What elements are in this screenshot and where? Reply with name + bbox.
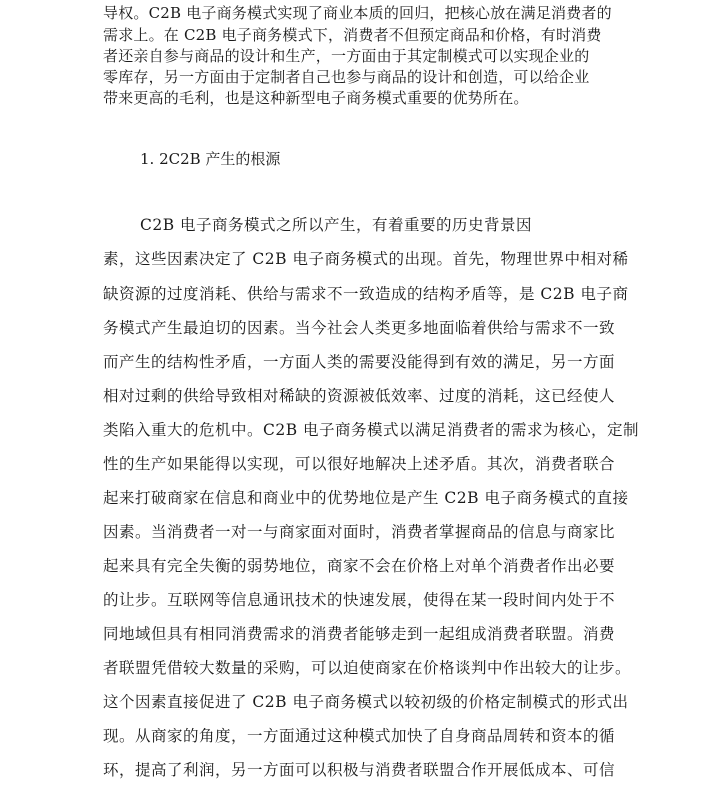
body-line: 相对过剩的供给导致相对稀缺的资源被低效率、过度的消耗，这已经使人 bbox=[103, 387, 616, 405]
body-line: C2B 电子商务模式之所以产生，有着重要的历史背景因 bbox=[140, 216, 533, 234]
body-line: 同地域但具有相同消费需求的消费者能够走到一起组成消费者联盟。消费 bbox=[103, 625, 616, 643]
section-heading: 1. 2C2B 产生的根源 bbox=[140, 150, 281, 168]
body-line: 而产生的结构性矛盾，一方面人类的需要没能得到有效的满足，另一方面 bbox=[103, 353, 616, 371]
body-line: 类陷入重大的危机中。C2B 电子商务模式以满足消费者的需求为核心，定制 bbox=[103, 421, 640, 439]
body-line: 者联盟凭借较大数量的采购，可以迫使商家在价格谈判中作出较大的让步。 bbox=[103, 659, 632, 677]
body-line: 因素。当消费者一对一与商家面对面时，消费者掌握商品的信息与商家比 bbox=[103, 523, 616, 541]
body-line: 起来具有完全失衡的弱势地位，商家不会在价格上对单个消费者作出必要 bbox=[103, 557, 616, 575]
body-line: 缺资源的过度消耗、供给与需求不一致造成的结构矛盾等，是 C2B 电子商 bbox=[103, 285, 629, 303]
body-line: 这个因素直接促进了 C2B 电子商务模式以较初级的价格定制模式的形式出 bbox=[103, 693, 629, 711]
body-line: 务模式产生最迫切的因素。当今社会人类更多地面临着供给与需求不一致 bbox=[103, 319, 616, 337]
intro-line: 导权。C2B 电子商务模式实现了商业本质的回归，把核心放在满足消费者的 bbox=[103, 4, 612, 22]
body-line: 的让步。互联网等信息通讯技术的快速发展，使得在某一段时间内处于不 bbox=[103, 591, 616, 609]
body-line: 起来打破商家在信息和商业中的优势地位是产生 C2B 电子商务模式的直接 bbox=[103, 489, 629, 507]
intro-line: 带来更高的毛利，也是这种新型电子商务模式重要的优势所在。 bbox=[103, 89, 529, 107]
body-line: 素，这些因素决定了 C2B 电子商务模式的出现。首先，物理世界中相对稀 bbox=[103, 250, 629, 268]
body-line: 性的生产如果能得以实现，可以很好地解决上述矛盾。其次，消费者联合 bbox=[103, 455, 616, 473]
body-line: 现。从商家的角度，一方面通过这种模式加快了自身商品周转和资本的循 bbox=[103, 727, 616, 745]
intro-line: 需求上。在 C2B 电子商务模式下，消费者不但预定商品和价格，有时消费 bbox=[103, 26, 602, 44]
intro-line: 者还亲自参与商品的设计和生产，一方面由于其定制模式可以实现企业的 bbox=[103, 47, 590, 65]
intro-line: 零库存，另一方面由于定制者自己也参与商品的设计和创造，可以给企业 bbox=[103, 68, 590, 86]
body-line: 环，提高了利润，另一方面可以积极与消费者联盟合作开展低成本、可信 bbox=[103, 761, 616, 779]
